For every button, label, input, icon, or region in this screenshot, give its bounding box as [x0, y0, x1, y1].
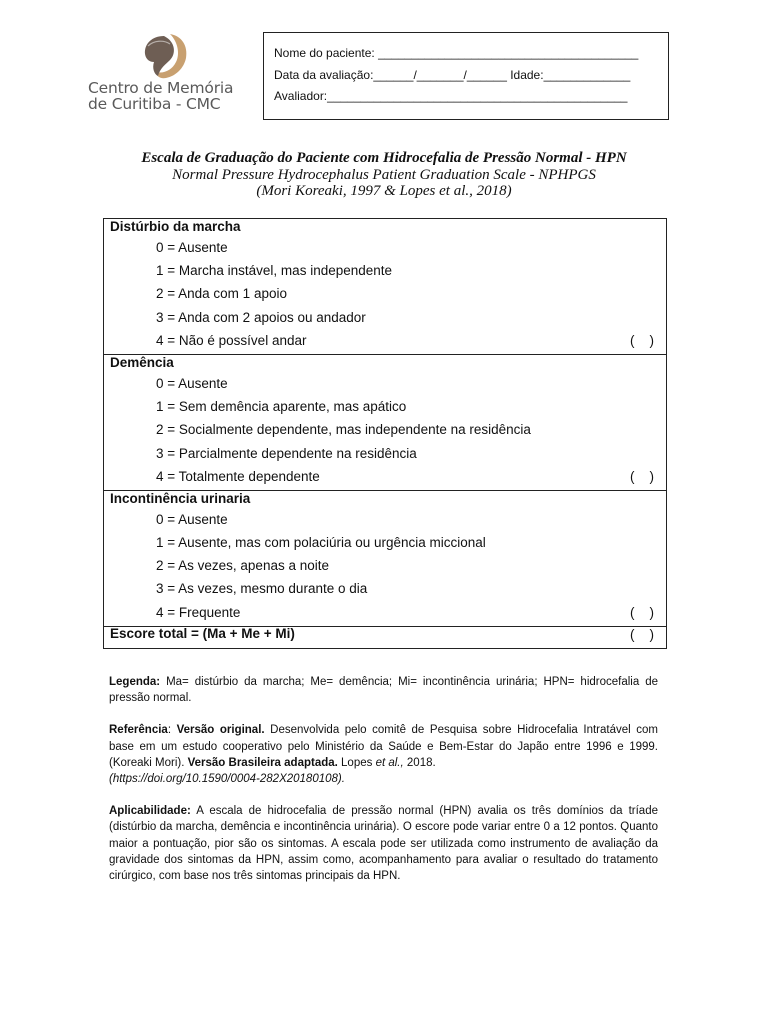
domain-title: Demência [110, 354, 174, 370]
reference-separator: : [167, 724, 177, 737]
document-title-block [0, 150, 768, 200]
option-label: 2 = Socialmente dependente, mas independente na residência [156, 422, 531, 438]
option-item [104, 282, 666, 305]
title-citation: (Mori Koreaki, 1997 & Lopes et al., 2018) [256, 183, 512, 199]
domain-urinary-incontinence [104, 491, 666, 627]
et-al: et al., [375, 756, 404, 769]
option-label: 4 = Totalmente dependente [156, 468, 320, 484]
doi-link[interactable]: (https://doi.org/10.1590/0004-282X20180108). [109, 773, 345, 786]
domain-title: Incontinência urinaria [110, 490, 251, 506]
legend-paragraph [109, 674, 658, 706]
option-item [104, 395, 666, 418]
domain-gait [104, 219, 666, 355]
head-profile-logo-icon [142, 32, 188, 80]
option-item [104, 465, 666, 488]
option-item [104, 531, 666, 554]
domain-dementia [104, 355, 666, 491]
reference-label: Referência [109, 724, 168, 737]
original-version-label: Versão original. [176, 724, 265, 737]
evaluator-field[interactable]: Avaliador:_____________________________________________ [274, 89, 628, 103]
patient-info-box [263, 32, 669, 120]
applicability-text: A escala de hidrocefalia de pressão normal (HPN) avalia os três domínios da tríade (distúrbio da marcha, demência e incontinência urinária). O escore pode variar entre 0 a 12 pontos. Quanto maior a pontuação, pior são os sintomas. A escala pode ser utilizada como instrumento de avaliação da gravidade dos sintomas da HPN, assim como, acompanhamento para avaliar o resultado do tratamento cirúrgico, com base nos três sintomas principais da HPN. [109, 805, 658, 883]
option-item [104, 306, 666, 329]
applicability-paragraph [109, 803, 658, 884]
option-label: 0 = Ausente [156, 240, 228, 255]
option-item [104, 329, 666, 352]
option-label: 4 = Não é possível andar [156, 332, 307, 348]
total-score-box[interactable]: ( ) [630, 626, 654, 642]
reference-paragraph [109, 722, 658, 787]
option-item [104, 418, 666, 441]
dementia-score-box[interactable]: ( ) [630, 468, 654, 484]
brazil-year: 2018. [403, 756, 436, 769]
option-item [104, 554, 666, 577]
brazil-version-text: Lopes [337, 756, 376, 769]
option-item [104, 442, 666, 465]
scale-table [103, 218, 667, 649]
domain-title: Distúrbio da marcha [110, 219, 241, 234]
logo-line-1: Centro de Memória [88, 79, 234, 97]
option-label: 2 = As vezes, apenas a noite [156, 558, 329, 574]
option-label: 1 = Marcha instável, mas independente [156, 263, 393, 279]
gait-score-box[interactable]: ( ) [630, 332, 654, 348]
option-label: 3 = Anda com 2 apoios ou andador [156, 309, 366, 325]
option-item [104, 236, 666, 259]
option-label: 1 = Sem demência aparente, mas apático [156, 399, 407, 415]
option-label: 1 = Ausente, mas com polaciúria ou urgência miccional [156, 535, 486, 551]
cmc-logo [88, 28, 248, 120]
brazil-version-label: Versão Brasileira adaptada. [187, 756, 338, 769]
logo-line-2: de Curitiba - CMC [88, 95, 221, 113]
urinary-score-box[interactable]: ( ) [630, 604, 654, 620]
title-en: Normal Pressure Hydrocephalus Patient Graduation Scale - NPHPGS [172, 166, 596, 183]
option-label: 0 = Ausente [156, 511, 228, 527]
option-item [104, 577, 666, 600]
applicability-label: Aplicabilidade: [109, 805, 191, 818]
notes-section [109, 674, 658, 900]
option-label: 2 = Anda com 1 apoio [156, 286, 287, 302]
option-item [104, 259, 666, 282]
option-label: 3 = Parcialmente dependente na residência [156, 445, 417, 461]
option-item [104, 372, 666, 395]
title-pt: Escala de Graduação do Paciente com Hidrocefalia de Pressão Normal - HPN [141, 150, 627, 166]
option-label: 0 = Ausente [156, 375, 228, 391]
evaluation-date-age-field[interactable]: Data da avaliação:______/_______/______ Idade:_____________ [274, 67, 631, 82]
total-score-label: Escore total = (Ma + Me + Mi) [110, 625, 295, 641]
option-item [104, 601, 666, 624]
patient-name-field[interactable]: Nome do paciente: _______________________________________ [274, 46, 639, 60]
original-version-text: Desenvolvida pelo comitê de Pesquisa sobre Hidrocefalia Intratável com base em um estudo cooperativo pelo Ministério da Saúde e Bem-Estar do Japão entre 1996 e 1999. (Koreaki Mori). [109, 724, 658, 769]
legend-label: Legenda: [109, 676, 161, 688]
total-score-row [104, 627, 666, 648]
legend-text: Ma= distúrbio da marcha; Me= demência; Mi= incontinência urinária; HPN= hidrocefalia de pressão normal. [109, 676, 658, 705]
option-item [104, 508, 666, 531]
logo-wordmark [88, 80, 248, 112]
option-label: 4 = Frequente [156, 604, 241, 620]
option-label: 3 = As vezes, mesmo durante o dia [156, 581, 368, 597]
